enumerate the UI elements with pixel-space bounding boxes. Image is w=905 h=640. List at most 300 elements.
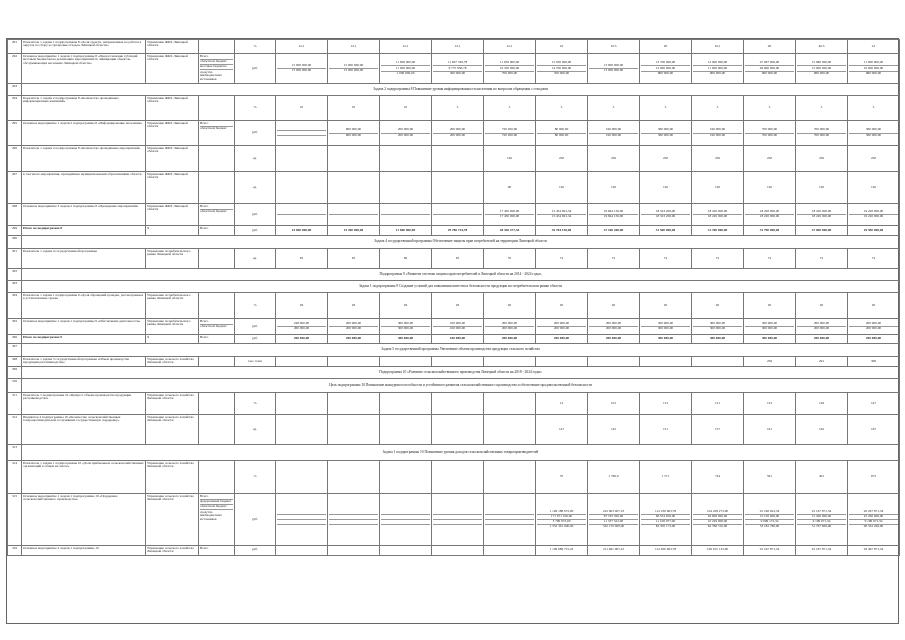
row-number: 302 bbox=[8, 269, 22, 281]
year-value-line: 15 000 000,00 bbox=[277, 64, 326, 69]
year-value bbox=[328, 393, 380, 415]
year-value bbox=[328, 357, 380, 367]
year-value: 491 bbox=[796, 461, 848, 494]
year-value-line: 900 000,00 bbox=[761, 70, 778, 75]
year-value-line bbox=[381, 548, 430, 552]
year-value: 12,1 bbox=[432, 40, 484, 54]
year-value-line: 19 844 150,00 bbox=[589, 210, 638, 215]
year-value: 20 bbox=[640, 40, 692, 54]
unit: ед. bbox=[235, 249, 276, 269]
year-value: 72 bbox=[536, 249, 588, 269]
year-value bbox=[484, 393, 536, 415]
year-value-line: 13 700 000,00 bbox=[641, 61, 690, 66]
row-name: Индикатор 2 подпрограммы 10 «Количество сельскохозяйственных товаропроизводителей, получивших государственную поддержку» bbox=[22, 415, 146, 445]
year-value-line: 300 000,00 bbox=[657, 326, 674, 331]
year-value: 120 bbox=[848, 172, 900, 204]
responsible-executor: Управление потребительского рынка Липецкой области bbox=[146, 249, 199, 269]
table-row bbox=[8, 121, 900, 146]
year-value-line: 700 000,00 bbox=[501, 70, 518, 75]
year-value bbox=[796, 546, 848, 556]
year-value bbox=[276, 393, 328, 415]
year-value-line: 62 786 510,00 bbox=[707, 524, 728, 529]
year-value bbox=[588, 54, 640, 84]
year-value bbox=[432, 319, 484, 335]
year-value: 65 bbox=[276, 249, 328, 269]
year-value bbox=[276, 357, 328, 367]
responsible-executor: Управление ЖКХ Липецкой области bbox=[146, 146, 199, 172]
year-value-line: 300 000,00 bbox=[381, 322, 430, 327]
year-value-line bbox=[485, 548, 534, 552]
year-value-line: 190 000,00 bbox=[709, 132, 726, 137]
year-value-line: 18 220 000,00 bbox=[707, 214, 728, 219]
year-value: 10,5 bbox=[588, 40, 640, 54]
year-value-line: 200 000,00 bbox=[605, 326, 622, 331]
unit: % bbox=[235, 96, 276, 121]
table-row bbox=[8, 249, 900, 269]
year-value: 70 bbox=[536, 461, 588, 494]
unit: ед. bbox=[235, 146, 276, 172]
year-value: 26 bbox=[328, 293, 380, 319]
year-value: 5 bbox=[536, 96, 588, 121]
year-value: 101 bbox=[588, 393, 640, 415]
year-value: 10 bbox=[380, 96, 432, 121]
year-value bbox=[640, 494, 692, 546]
year-value bbox=[536, 54, 588, 84]
year-value-line: 300 000,00 bbox=[761, 326, 778, 331]
year-value-line: 14 700 000,00 bbox=[537, 66, 586, 71]
year-value-line: 171 671 106,00 bbox=[537, 515, 586, 520]
funding-source bbox=[199, 249, 235, 269]
year-value bbox=[536, 494, 588, 546]
year-value-line: 15 050 000,00 bbox=[537, 61, 586, 66]
year-value-line: 360 000,00 bbox=[641, 128, 690, 133]
year-value: 31 560 000,00 bbox=[640, 226, 692, 236]
responsible-executor: Управление сельского хозяйства Липецкой области bbox=[146, 415, 199, 445]
year-value-line: 17 450 000,00 bbox=[499, 214, 520, 219]
year-value bbox=[432, 146, 484, 172]
responsible-executor: Управление ЖКХ Липецкой области bbox=[146, 172, 199, 204]
year-value: 300 000,00 bbox=[692, 335, 744, 344]
year-value bbox=[380, 494, 432, 546]
year-value bbox=[432, 546, 484, 556]
year-value bbox=[380, 121, 432, 146]
year-value bbox=[328, 146, 380, 172]
year-value-line bbox=[277, 548, 326, 552]
section-heading: Подпрограмма 10 «Развитие сельскохозяйственного производства Липецкой области на 2018 - 2024 годы» bbox=[22, 367, 900, 379]
unit: руб. bbox=[235, 121, 276, 146]
program-indicators-table bbox=[7, 39, 900, 556]
year-value bbox=[796, 204, 848, 226]
year-value: 66 bbox=[380, 249, 432, 269]
year-value-line: 222 603 007,23 bbox=[589, 509, 638, 514]
year-value-line: 91 167 871,34 bbox=[797, 509, 846, 514]
year-value bbox=[536, 319, 588, 335]
year-value bbox=[588, 357, 640, 367]
row-name: Показатель 1 задачи 1 подпрограммы 8 «Доля средств, направленных на работы в округах по сбору и сортировке отходов Липецкой области» bbox=[22, 40, 146, 54]
funding-source: Всего bbox=[199, 226, 235, 236]
funding-source bbox=[199, 546, 235, 556]
year-value: 20 bbox=[640, 293, 692, 319]
year-value bbox=[744, 121, 796, 146]
year-value bbox=[744, 319, 796, 335]
section-heading: Задача 4 государственной программы Обеспечение защиты прав потребителей на территории Липецкой области bbox=[22, 236, 900, 249]
year-value: 5 bbox=[432, 96, 484, 121]
year-value-line bbox=[277, 215, 326, 219]
year-value-line: 60 554 650,00 bbox=[641, 515, 690, 520]
year-value: 200 000,00 bbox=[848, 335, 900, 344]
year-value bbox=[640, 546, 692, 556]
year-value: 140 bbox=[484, 146, 536, 172]
table-row bbox=[8, 172, 900, 204]
section-row bbox=[8, 379, 900, 393]
year-value: 5 bbox=[796, 96, 848, 121]
year-value-line: 15 000 000,00 bbox=[291, 68, 312, 73]
year-value-line: 15 200 000,00 bbox=[797, 515, 846, 520]
year-value bbox=[432, 172, 484, 204]
unit: руб. bbox=[235, 546, 276, 556]
year-value: 5 bbox=[484, 96, 536, 121]
year-value-line: 300 000,00 bbox=[745, 322, 794, 327]
year-value bbox=[588, 494, 640, 546]
funding-source bbox=[199, 204, 235, 226]
table-row bbox=[8, 204, 900, 226]
year-value: 260 000,00 bbox=[276, 335, 328, 344]
year-value: 72 bbox=[588, 249, 640, 269]
year-value: 20 bbox=[744, 293, 796, 319]
section-heading: Цель подпрограммы 10 Повышение конкурентоспособности и устойчивого развития сельскохозяйственного производства и обеспечение продовольственной безопасности bbox=[22, 379, 900, 393]
year-value: 26 bbox=[380, 293, 432, 319]
year-value bbox=[588, 204, 640, 226]
table-row bbox=[8, 54, 900, 84]
year-value-line: 360 000,00 bbox=[865, 132, 882, 137]
year-value: 230 bbox=[640, 146, 692, 172]
total-row bbox=[8, 335, 900, 344]
year-value: 40,5 bbox=[796, 40, 848, 54]
year-value-line: 13 000 000,00 bbox=[589, 64, 638, 69]
year-value bbox=[536, 121, 588, 146]
year-value bbox=[536, 204, 588, 226]
year-value bbox=[484, 546, 536, 556]
year-value bbox=[380, 357, 432, 367]
year-value-line: 29 609 000,00 bbox=[693, 515, 742, 520]
year-value bbox=[328, 415, 380, 445]
responsible-executor: Управление сельского хозяйства Липецкой области bbox=[146, 546, 199, 556]
year-value: 120 bbox=[796, 172, 848, 204]
funding-source-item: Всего bbox=[200, 205, 233, 210]
year-value-line: 11 000 000,00 bbox=[849, 61, 898, 66]
year-value-line: 700 000,00 bbox=[797, 128, 846, 133]
row-number: 313 bbox=[8, 445, 22, 461]
funding-source bbox=[199, 415, 235, 445]
year-value: 5 bbox=[588, 96, 640, 121]
year-value bbox=[640, 204, 692, 226]
year-value bbox=[432, 393, 484, 415]
year-value-line: 19 844 150,00 bbox=[603, 214, 624, 219]
year-value-line: 700 000,00 bbox=[745, 128, 794, 133]
year-value-line: 19 220 000,00 bbox=[863, 214, 884, 219]
year-value: 10 bbox=[328, 96, 380, 121]
year-value bbox=[848, 121, 900, 146]
row-number: 298 bbox=[8, 204, 22, 226]
year-value bbox=[276, 54, 328, 84]
year-value-line: 500 000,00 bbox=[449, 70, 466, 75]
year-value-line: 25 200 000,00 bbox=[849, 515, 898, 520]
year-value bbox=[380, 461, 432, 494]
year-value-line: 200 000,00 bbox=[797, 322, 846, 327]
year-value-line: 700 000,00 bbox=[761, 132, 778, 137]
year-value: 230 bbox=[692, 146, 744, 172]
year-value bbox=[380, 319, 432, 335]
year-value-line: 18 323 200,00 bbox=[641, 210, 690, 215]
year-value bbox=[380, 393, 432, 415]
row-name: Основное мероприятие 1 задачи 2 подпрограммы 8 «Информирование населения» bbox=[22, 121, 146, 146]
year-value bbox=[588, 546, 640, 556]
year-value-line: 10 000 000,00 bbox=[849, 66, 898, 71]
year-value bbox=[484, 54, 536, 84]
year-value-line: 92 267 871,34 bbox=[849, 509, 898, 514]
year-value-line: 11 667 336,78 bbox=[433, 61, 482, 66]
section-heading: Задача 2 подпрограммы 8 Повышение уровня информированности населения по вопросам обращения с отходами bbox=[22, 84, 900, 96]
year-value-line: 211 661 007,22 bbox=[602, 547, 625, 552]
year-value: 230 bbox=[536, 146, 588, 172]
year-value bbox=[796, 121, 848, 146]
document-table-sheet bbox=[6, 38, 899, 624]
year-value bbox=[484, 494, 536, 546]
funding-source bbox=[199, 146, 235, 172]
year-value bbox=[328, 121, 380, 146]
year-value-line: 104 228 273,00 bbox=[693, 509, 742, 514]
year-value: 591 bbox=[744, 461, 796, 494]
row-number: 311 bbox=[8, 393, 22, 415]
year-value-line: 200 000,00 bbox=[501, 326, 518, 331]
year-value bbox=[484, 357, 536, 367]
year-value: 12,1 bbox=[328, 40, 380, 54]
year-value: 37 160 200,00 bbox=[588, 226, 640, 236]
responsible-executor: Управление ЖКХ Липецкой области bbox=[146, 204, 199, 226]
year-value-line bbox=[329, 548, 378, 552]
unit: % bbox=[235, 461, 276, 494]
year-value: 5 bbox=[744, 96, 796, 121]
year-value-line: 720 200,00 bbox=[485, 128, 534, 133]
responsible-executor: X bbox=[146, 335, 199, 344]
year-value-line: 9 757 836,78 bbox=[433, 66, 482, 71]
year-value bbox=[276, 494, 328, 546]
year-value: 200 000,00 bbox=[588, 335, 640, 344]
year-value bbox=[276, 415, 328, 445]
unit: руб. bbox=[235, 494, 276, 546]
table-row bbox=[8, 393, 900, 415]
year-value bbox=[484, 319, 536, 335]
row-number: 310 bbox=[8, 379, 22, 393]
year-value bbox=[328, 546, 380, 556]
year-value-line: 9 099 172,34 bbox=[745, 520, 794, 525]
row-number: 307 bbox=[8, 344, 22, 357]
responsible-executor: Управление потребительского рынка Липецкой области bbox=[146, 293, 199, 319]
responsible-executor: Управление ЖКХ Липецкой области bbox=[146, 121, 199, 146]
unit: % bbox=[235, 393, 276, 415]
funding-source bbox=[199, 357, 235, 367]
year-value bbox=[432, 357, 484, 367]
year-value: 256 bbox=[744, 357, 796, 367]
year-value bbox=[484, 461, 536, 494]
unit: руб. bbox=[235, 226, 276, 236]
year-value bbox=[640, 319, 692, 335]
year-value: 306 bbox=[848, 357, 900, 367]
year-value bbox=[276, 204, 328, 226]
year-value: 12 bbox=[536, 393, 588, 415]
year-value-line: 1 000 000,00 bbox=[396, 70, 415, 75]
year-value bbox=[432, 54, 484, 84]
year-value-line: 51 767 600,00 bbox=[811, 524, 832, 529]
year-value bbox=[432, 415, 484, 445]
year-value bbox=[484, 415, 536, 445]
year-value-line: 17 450 000,00 bbox=[485, 210, 534, 215]
year-value: 28 336 377,34 bbox=[484, 226, 536, 236]
year-value-line: 200 000,00 bbox=[329, 322, 378, 327]
year-value: 123 bbox=[744, 393, 796, 415]
row-number: 314 bbox=[8, 461, 22, 494]
table-body bbox=[8, 40, 900, 556]
year-value bbox=[276, 121, 328, 146]
year-value-line: 350 000,00 bbox=[553, 70, 570, 75]
year-value: 65 bbox=[432, 249, 484, 269]
year-value-line: 960 000,00 bbox=[813, 70, 830, 75]
year-value-line: 15 150 000,00 bbox=[745, 515, 794, 520]
responsible-executor: X bbox=[146, 226, 199, 236]
row-number: 297 bbox=[8, 172, 22, 204]
year-value bbox=[276, 319, 328, 335]
year-value bbox=[380, 172, 432, 204]
year-value bbox=[692, 494, 744, 546]
year-value-line: 82 350 173,00 bbox=[655, 524, 676, 529]
year-value-line: 87 195 500,00 bbox=[589, 515, 638, 520]
year-value-line: 19 220 000,00 bbox=[849, 210, 898, 215]
year-value-line bbox=[433, 548, 482, 552]
year-value: 72 bbox=[848, 249, 900, 269]
row-number: 300 bbox=[8, 236, 22, 249]
year-value bbox=[640, 357, 692, 367]
year-value-line: 248 000,00 bbox=[277, 322, 326, 327]
year-value: 20 bbox=[796, 293, 848, 319]
row-name: Основное мероприятие 2 задачи 1 подпрограммы 10 bbox=[22, 546, 146, 556]
unit: ед. bbox=[235, 172, 276, 204]
year-value-line: 200 000,00 bbox=[865, 326, 882, 331]
year-value-line bbox=[433, 215, 482, 219]
year-value bbox=[640, 54, 692, 84]
year-value-line: 1 352 361 000,00 bbox=[549, 524, 574, 529]
year-value-line: 700 000,00 bbox=[813, 132, 830, 137]
row-name: Показатель 1 задачи 1 подпрограммы 10 «Доля прибыльных сельскохозяйственных организаций в общем их числе» bbox=[22, 461, 146, 494]
unit: руб. bbox=[235, 54, 276, 84]
year-value: 31 700 000,00 bbox=[692, 226, 744, 236]
year-value-line: 300 000,00 bbox=[709, 326, 726, 331]
table-row bbox=[8, 357, 900, 367]
year-value: 35 704 150,00 bbox=[536, 226, 588, 236]
row-number: 295 bbox=[8, 121, 22, 146]
table-row bbox=[8, 461, 900, 494]
year-value-line: 200 000,00 bbox=[813, 326, 830, 331]
year-value: 120 bbox=[744, 172, 796, 204]
year-value-line: 15 000 000,00 bbox=[797, 66, 846, 71]
table-row bbox=[8, 319, 900, 335]
year-value-line: 200 000,00 bbox=[433, 128, 482, 133]
responsible-executor: Управление сельского хозяйства Липецкой области bbox=[146, 357, 199, 367]
table-row bbox=[8, 494, 900, 546]
table-row bbox=[8, 293, 900, 319]
year-value: 12,1 bbox=[380, 40, 432, 54]
year-value-line: 91 167 871,34 bbox=[811, 547, 832, 552]
year-value-line: 93 467 871,34 bbox=[863, 547, 884, 552]
row-number: 306 bbox=[8, 335, 22, 344]
funding-source bbox=[199, 40, 235, 54]
year-value: 157 bbox=[692, 415, 744, 445]
funding-source-item: средства внебюджетных источников bbox=[200, 69, 222, 82]
year-value bbox=[328, 172, 380, 204]
year-value-line: 190 000,00 bbox=[605, 132, 622, 137]
row-number: 293 bbox=[8, 84, 22, 96]
funding-source bbox=[199, 54, 235, 84]
year-value-line: 91 166 922,34 bbox=[745, 509, 794, 514]
year-value: 300 000,00 bbox=[380, 335, 432, 344]
unit: ед. bbox=[235, 415, 276, 445]
year-value: 120 bbox=[536, 172, 588, 204]
year-value bbox=[692, 319, 744, 335]
year-value-line: 15 960 000,00 bbox=[797, 61, 846, 66]
responsible-executor: Управление сельского хозяйства Липецкой области bbox=[146, 393, 199, 415]
year-value bbox=[328, 494, 380, 546]
year-value: 675 bbox=[848, 461, 900, 494]
year-value: 162 bbox=[796, 415, 848, 445]
year-value: 1 760,0 bbox=[588, 461, 640, 494]
section-row bbox=[8, 445, 900, 461]
row-number: 294 bbox=[8, 96, 22, 121]
year-value: 147 bbox=[536, 415, 588, 445]
year-value bbox=[536, 357, 588, 367]
year-value-line: 900 000,00 bbox=[709, 70, 726, 75]
year-value: 37 090 000,00 bbox=[796, 226, 848, 236]
row-name: Показатель 1 задачи 2 подпрограммы 8 «Количество проведённых мероприятий» bbox=[22, 146, 146, 172]
year-value-line: 106 015 133,00 bbox=[706, 547, 729, 552]
row-number: 301 bbox=[8, 249, 22, 269]
funding-source-item: средства внебюджетных источников bbox=[200, 509, 222, 522]
year-value: 300 000,00 bbox=[640, 335, 692, 344]
year-value: 230 bbox=[848, 146, 900, 172]
row-name: Итого по подпрограмме 8 bbox=[22, 226, 146, 236]
row-number: 296 bbox=[8, 146, 22, 172]
responsible-executor: Управление сельского хозяйства Липецкой области bbox=[146, 494, 199, 546]
year-value: 100 000,00 bbox=[432, 335, 484, 344]
year-value-line: 80 000,00 bbox=[554, 132, 569, 137]
year-value-line: 18 220 000,00 bbox=[693, 210, 742, 215]
year-value-line: 11 050 000,00 bbox=[485, 61, 534, 66]
year-value-line bbox=[329, 525, 378, 529]
year-value: 20 bbox=[484, 293, 536, 319]
year-value-line: 9 199 671,34 bbox=[797, 520, 846, 525]
funding-source bbox=[199, 172, 235, 204]
funding-source-item: областной бюджет bbox=[200, 505, 233, 510]
year-value-line: 15 454 691,34 bbox=[537, 210, 586, 215]
year-value: 20 bbox=[692, 293, 744, 319]
year-value-line: 15 000 000,00 bbox=[343, 68, 364, 73]
section-heading: Подпрограмма 9 «Развитие системы защиты прав потребителей в Липецкой области на 2014 - 2024 годы» bbox=[22, 269, 900, 281]
row-number: 309 bbox=[8, 367, 22, 379]
year-value: 230 bbox=[744, 146, 796, 172]
year-value-line: 200 000,00 bbox=[397, 132, 414, 137]
year-value bbox=[328, 54, 380, 84]
year-value bbox=[328, 204, 380, 226]
year-value bbox=[276, 546, 328, 556]
funding-source-item: Всего bbox=[200, 55, 233, 60]
